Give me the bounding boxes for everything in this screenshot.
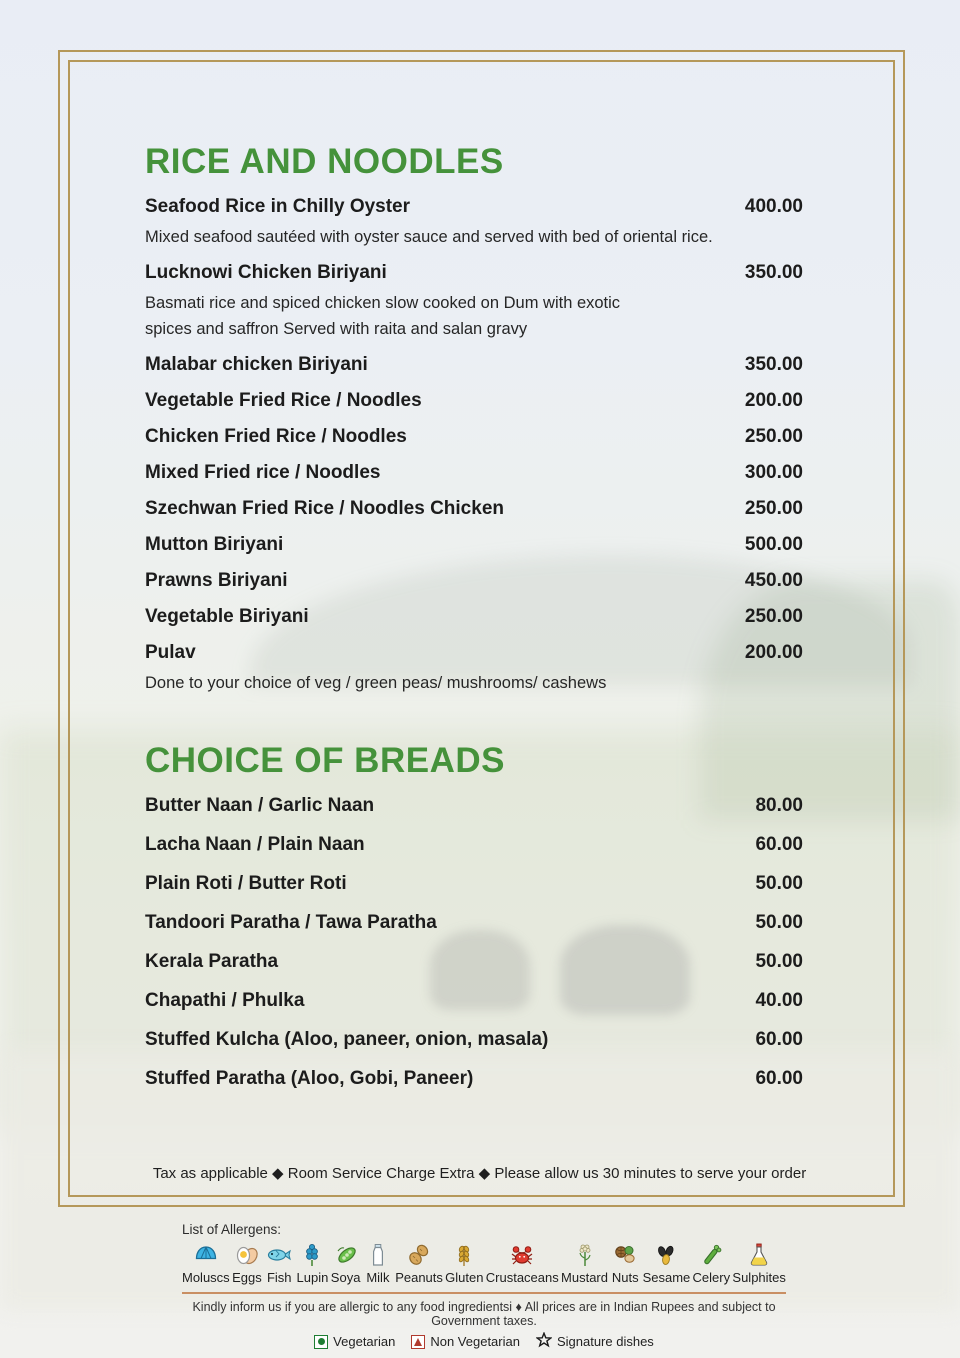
item-name: Stuffed Paratha (Aloo, Gobi, Paneer)	[145, 1068, 474, 1089]
allergen-label: Sesame	[642, 1270, 691, 1285]
item-price: 250.00	[744, 606, 803, 627]
item-price: 50.00	[755, 873, 803, 894]
item-name: Seafood Rice in Chilly Oyster	[145, 196, 411, 217]
item-name: Tandoori Paratha / Tawa Paratha	[145, 912, 437, 933]
menu-item	[145, 388, 803, 413]
item-name: Malabar chicken Biriyani	[145, 354, 368, 375]
menu-item	[145, 424, 803, 449]
item-description: Mixed seafood sautéed with oyster sauce and served with bed of oriental rice.	[145, 228, 713, 246]
item-name: Lucknowi Chicken Biriyani	[145, 262, 387, 283]
item-price: 400.00	[744, 196, 803, 217]
item-price: 500.00	[744, 534, 803, 555]
allergen-celery	[693, 1242, 731, 1285]
item-price: 50.00	[755, 912, 803, 933]
diet-legend	[182, 1332, 786, 1351]
menu-item	[145, 832, 803, 857]
allergen-label: Gluten	[445, 1270, 484, 1285]
section-rice-and-noodles	[145, 194, 803, 695]
menu-item	[145, 793, 803, 818]
legend-label: Non Vegetarian	[430, 1334, 520, 1349]
menu-item	[145, 640, 803, 665]
allergen-label: Eggs	[232, 1270, 262, 1285]
menu-item	[145, 260, 803, 285]
legend-vegetarian	[314, 1334, 395, 1349]
menu-item	[145, 604, 803, 629]
item-name: Szechwan Fried Rice / Noodles Chicken	[145, 498, 504, 519]
veg-mark-icon	[314, 1335, 328, 1349]
allergen-fish	[264, 1242, 294, 1285]
menu-page	[145, 142, 803, 1091]
legend-label: Vegetarian	[333, 1334, 396, 1349]
allergen-label: Fish	[266, 1270, 292, 1285]
item-price: 350.00	[744, 354, 803, 375]
celery-icon	[698, 1242, 724, 1268]
sesame-seeds-icon	[653, 1242, 679, 1268]
allergen-strip	[182, 1222, 786, 1351]
egg-icon	[234, 1242, 260, 1268]
item-price: 60.00	[755, 1068, 803, 1089]
item-name: Vegetable Fried Rice / Noodles	[145, 390, 422, 411]
item-price: 350.00	[744, 262, 803, 283]
menu-item	[145, 910, 803, 935]
menu-item	[145, 568, 803, 593]
item-price: 200.00	[744, 642, 803, 663]
menu-item	[145, 871, 803, 896]
allergen-label: Mustard	[561, 1270, 608, 1285]
allergen-label: Moluscs	[182, 1270, 230, 1285]
item-price: 250.00	[744, 498, 803, 519]
menu-item	[145, 460, 803, 485]
allergen-label: Celery	[692, 1270, 731, 1285]
allergen-crustaceans	[486, 1242, 559, 1285]
allergen-gluten	[445, 1242, 483, 1285]
item-name: Butter Naan / Garlic Naan	[145, 795, 375, 816]
soy-pod-icon	[333, 1242, 359, 1268]
allergen-moluscs	[182, 1242, 230, 1285]
menu-item	[145, 532, 803, 557]
section-choice-of-breads	[145, 741, 803, 1091]
star-icon	[536, 1332, 552, 1351]
item-description: spices and saffron Served with raita and salan gravy	[145, 320, 528, 338]
item-name: Chicken Fried Rice / Noodles	[145, 426, 407, 447]
menu-item	[145, 496, 803, 521]
nuts-icon	[612, 1242, 638, 1268]
allergen-milk	[363, 1242, 393, 1285]
item-name: Plain Roti / Butter Roti	[145, 873, 347, 894]
allergen-peanuts	[395, 1242, 443, 1285]
allergy-price-note: Kindly inform us if you are allergic to any food ingredientsi ♦ All prices are in Indian Rupees and subject to Government taxes.	[192, 1300, 776, 1328]
section-title-rice-and-noodles: RICE AND NOODLES	[145, 142, 504, 181]
item-name: Pulav	[145, 642, 196, 663]
item-price: 50.00	[755, 951, 803, 972]
item-price: 60.00	[755, 834, 803, 855]
allergen-label: Crustaceans	[485, 1270, 559, 1285]
item-price: 60.00	[755, 1029, 803, 1050]
service-note: Tax as applicable ◆ Room Service Charge Extra ◆ Please allow us 30 minutes to serve your order	[152, 1165, 807, 1182]
shell-icon	[193, 1242, 219, 1268]
flask-icon	[746, 1242, 772, 1268]
menu-item	[145, 1066, 803, 1091]
lupin-icon	[299, 1242, 325, 1268]
allergen-label: Milk	[366, 1270, 390, 1285]
menu-item	[145, 1027, 803, 1052]
item-price: 40.00	[755, 990, 803, 1011]
allergen-divider	[182, 1292, 786, 1294]
item-name: Chapathi / Phulka	[145, 990, 305, 1011]
fish-icon	[266, 1242, 292, 1268]
legend-signature-dishes	[536, 1332, 654, 1351]
allergen-label: Nuts	[611, 1270, 639, 1285]
item-price: 450.00	[744, 570, 803, 591]
menu-item	[145, 194, 803, 219]
allergen-sulphites	[732, 1242, 785, 1285]
item-name: Mixed Fried rice / Noodles	[145, 462, 381, 483]
crab-icon	[509, 1242, 535, 1268]
mustard-plant-icon	[572, 1242, 598, 1268]
allergen-lupin	[297, 1242, 329, 1285]
item-name: Vegetable Biriyani	[145, 606, 309, 627]
item-name: Kerala Paratha	[145, 951, 279, 972]
non-veg-mark-icon	[411, 1335, 425, 1349]
allergen-soya	[331, 1242, 361, 1285]
allergen-row	[182, 1242, 786, 1285]
item-price: 80.00	[755, 795, 803, 816]
allergen-list-title: List of Allergens:	[182, 1222, 282, 1237]
allergen-label: Sulphites	[732, 1270, 786, 1285]
item-name: Prawns Biriyani	[145, 570, 288, 591]
allergen-nuts	[610, 1242, 640, 1285]
milk-bottle-icon	[365, 1242, 391, 1268]
item-name: Mutton Biriyani	[145, 534, 284, 555]
allergen-label: Lupin	[296, 1270, 329, 1285]
allergen-label: Peanuts	[395, 1270, 443, 1285]
item-price: 200.00	[744, 390, 803, 411]
peanut-icon	[406, 1242, 432, 1268]
allergen-eggs	[232, 1242, 262, 1285]
legend-non-vegetarian	[411, 1334, 520, 1349]
legend-label: Signature dishes	[556, 1334, 654, 1349]
menu-item	[145, 949, 803, 974]
section-title-choice-of-breads: CHOICE OF BREADS	[145, 741, 505, 780]
item-description: Basmati rice and spiced chicken slow cooked on Dum with exotic	[145, 294, 621, 312]
wheat-icon	[451, 1242, 477, 1268]
allergen-label: Soya	[330, 1270, 361, 1285]
menu-item	[145, 352, 803, 377]
menu-item	[145, 988, 803, 1013]
item-name: Lacha Naan / Plain Naan	[145, 834, 365, 855]
item-name: Stuffed Kulcha (Aloo, paneer, onion, masala)	[145, 1029, 549, 1050]
item-description: Done to your choice of veg / green peas/ mushrooms/ cashews	[145, 674, 607, 692]
allergen-sesame	[643, 1242, 691, 1285]
allergen-mustard	[561, 1242, 608, 1285]
item-price: 250.00	[744, 426, 803, 447]
item-price: 300.00	[744, 462, 803, 483]
